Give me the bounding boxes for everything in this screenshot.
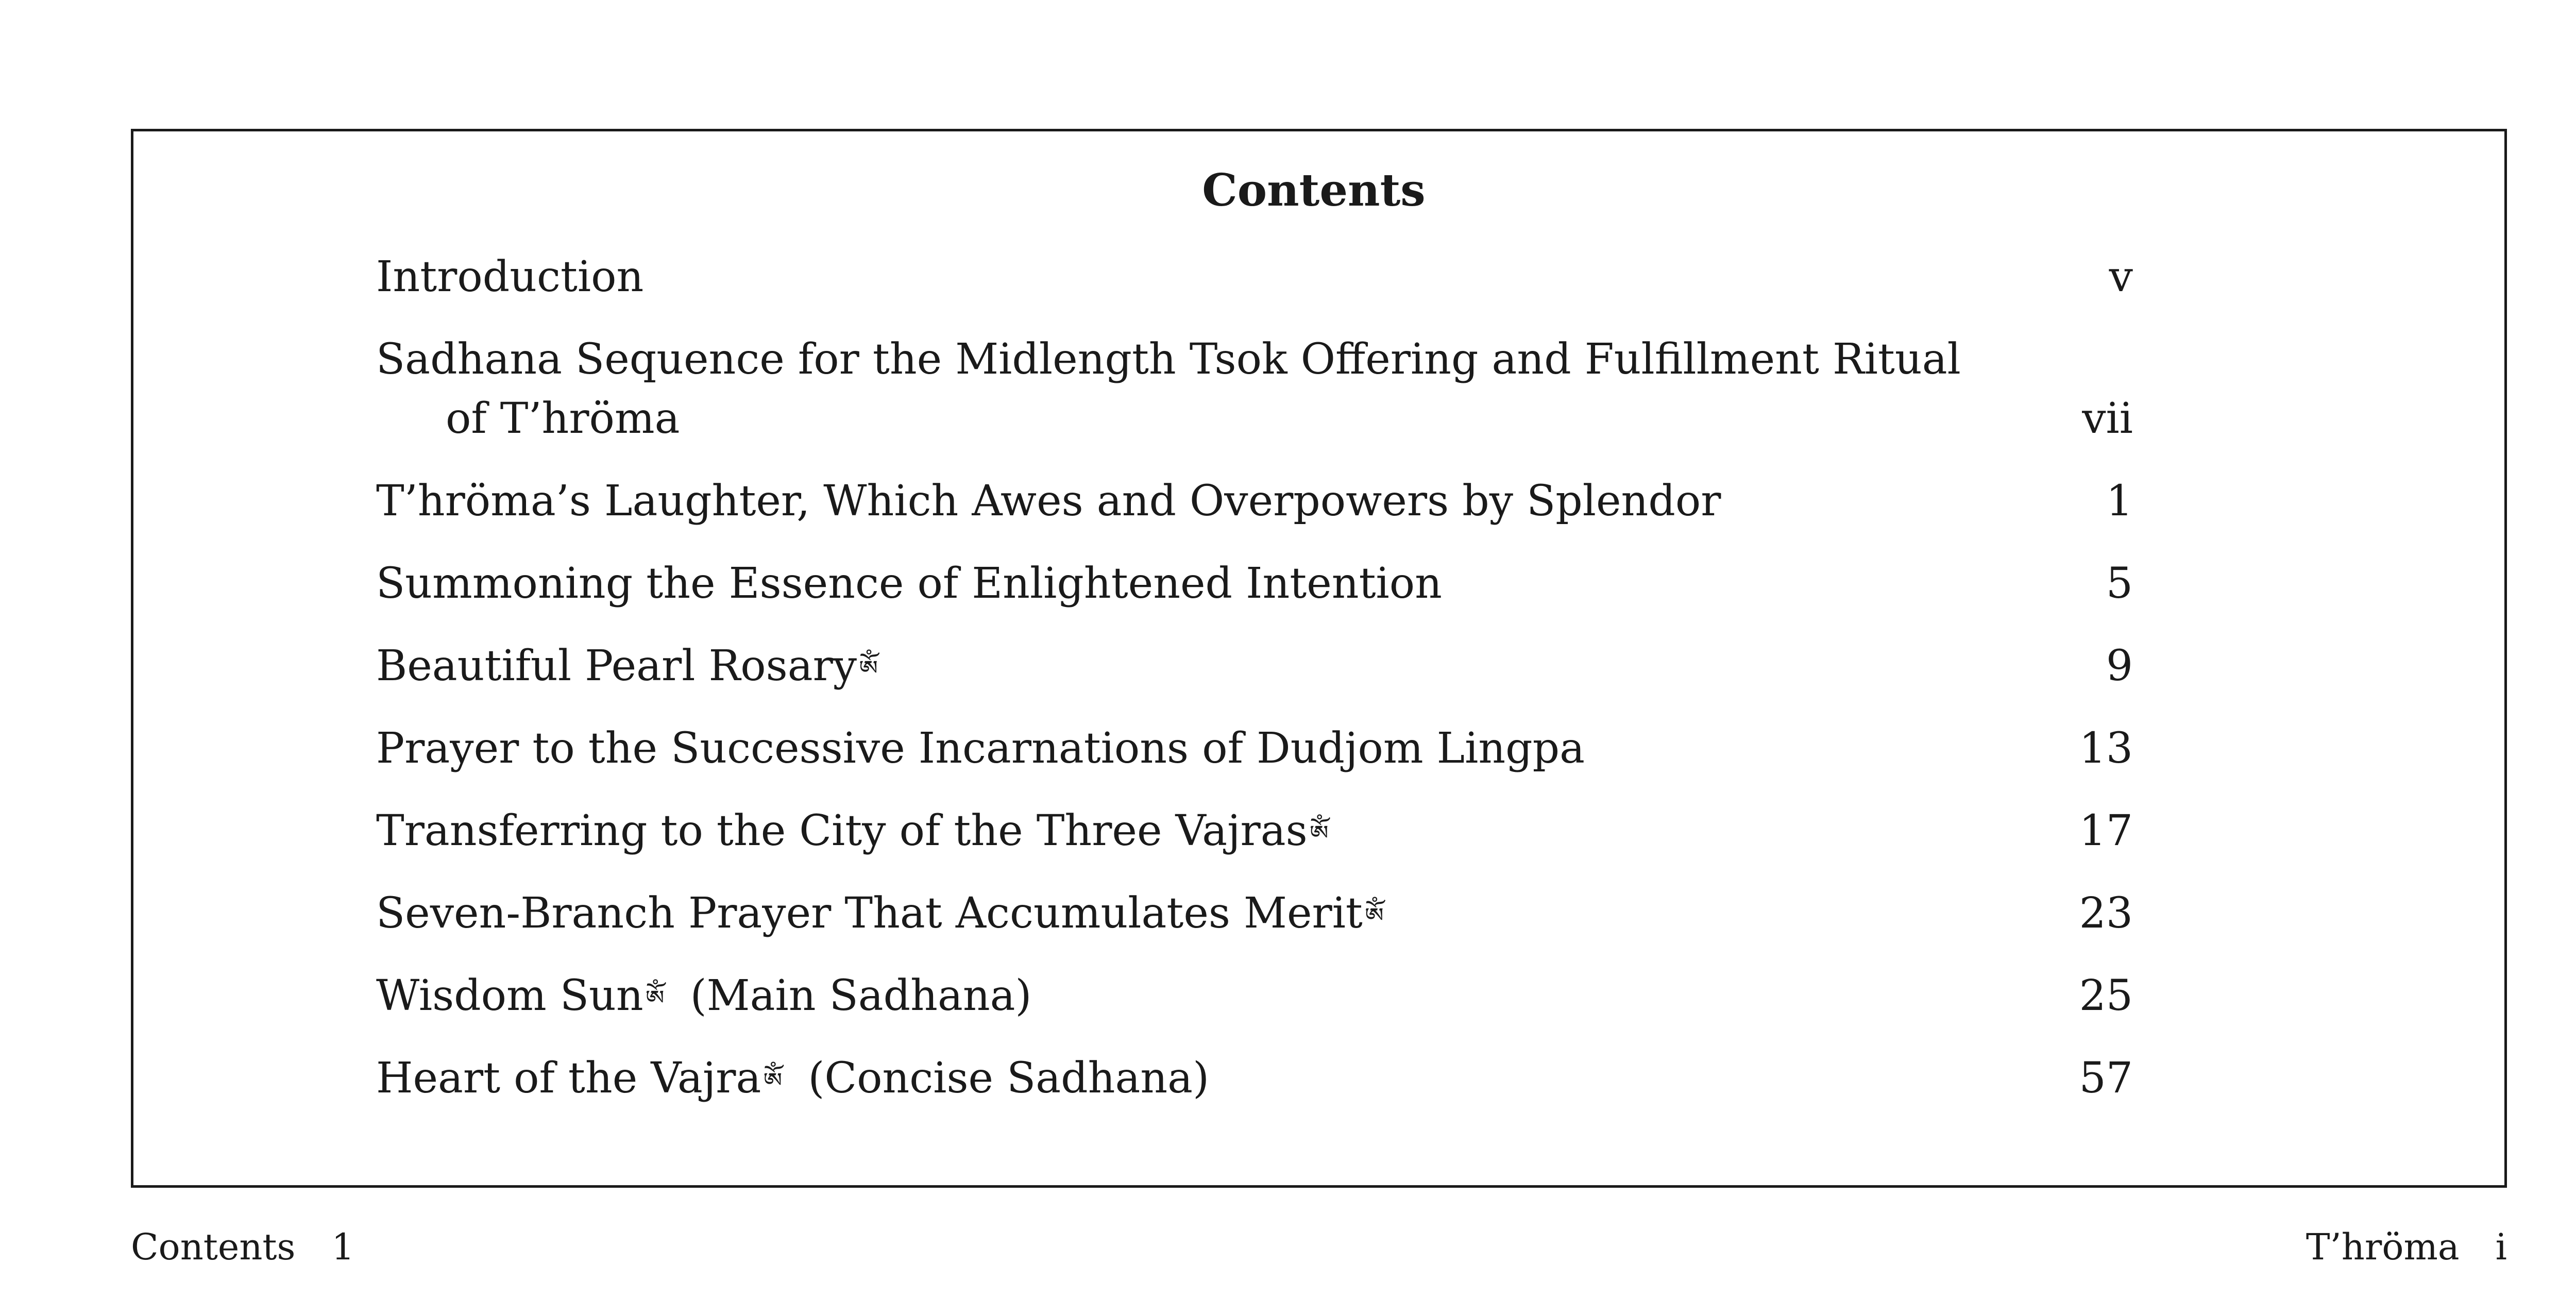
footer-page-number: i [2495, 1226, 2507, 1268]
page-title: Contents [1202, 164, 1426, 216]
tibetan-mark: ༀ [645, 985, 664, 1013]
toc-entry-title: Heart of the Vajra [376, 1054, 761, 1103]
tibetan-mark: ༀ [1309, 820, 1328, 848]
footer-left [131, 1221, 354, 1273]
toc-entry-page: 17 [2079, 806, 2133, 855]
toc-entry-title: Sadhana Sequence for the Midlength Tsok Offering and Fulfillment Ritual [376, 335, 1961, 384]
toc-entry-subtitle: (Main Sadhana) [690, 971, 1032, 1020]
footer-right [2306, 1221, 2507, 1273]
toc-entry-title-continued: of T’hröma [446, 394, 680, 443]
toc-entry-page: v [2109, 252, 2133, 301]
toc-entry-title: Introduction [376, 252, 644, 301]
footer-book-title: T’hröma [2306, 1226, 2460, 1268]
tibetan-mark: ༀ [859, 655, 877, 683]
toc-entry-title: Transferring to the City of the Three Vajras [376, 806, 1308, 855]
toc-entry-title: T’hröma’s Laughter, Which Awes and Overpowers by Splendor [376, 477, 1721, 526]
toc-entry-page: vii [2082, 394, 2133, 443]
toc-entry-heart-vajra [376, 1049, 1209, 1111]
toc-entry-wisdom-sun [376, 966, 1032, 1029]
toc-entry-page: 23 [2079, 889, 2133, 938]
tibetan-mark: ༀ [763, 1067, 782, 1095]
toc-entry-title: Summoning the Essence of Enlightened Intention [376, 559, 1442, 608]
footer-page-number: 1 [331, 1226, 355, 1268]
toc-entry-throma-laughter [376, 471, 1721, 531]
toc-entry-page: 13 [2079, 724, 2133, 773]
toc-entry-page: 1 [2106, 477, 2133, 526]
toc-entry-sadhana-sequence [376, 330, 1961, 448]
toc-entry-three-vajras [376, 801, 1328, 864]
toc-entry-summoning [376, 554, 1442, 613]
toc-entry-introduction [376, 247, 643, 307]
toc-entry-page: 25 [2079, 971, 2133, 1020]
toc-entry-seven-branch [376, 884, 1383, 946]
toc-entry-page: 57 [2079, 1054, 2133, 1103]
toc-entry-title: Beautiful Pearl Rosary [376, 642, 857, 690]
toc-entry-page: 9 [2106, 642, 2133, 690]
tibetan-mark: ༀ [1364, 902, 1383, 930]
footer-section-label: Contents [131, 1226, 296, 1268]
toc-entry-page: 5 [2106, 559, 2133, 608]
toc-entry-title: Prayer to the Successive Incarnations of Dudjom Lingpa [376, 724, 1585, 773]
toc-entry-subtitle: (Concise Sadhana) [808, 1054, 1210, 1103]
toc-entry-title: Wisdom Sun [376, 971, 643, 1020]
toc-entry-prayer-incarnations [376, 719, 1585, 778]
toc-entry-pearl-rosary [376, 636, 877, 699]
toc-entry-title: Seven-Branch Prayer That Accumulates Merit [376, 889, 1363, 938]
